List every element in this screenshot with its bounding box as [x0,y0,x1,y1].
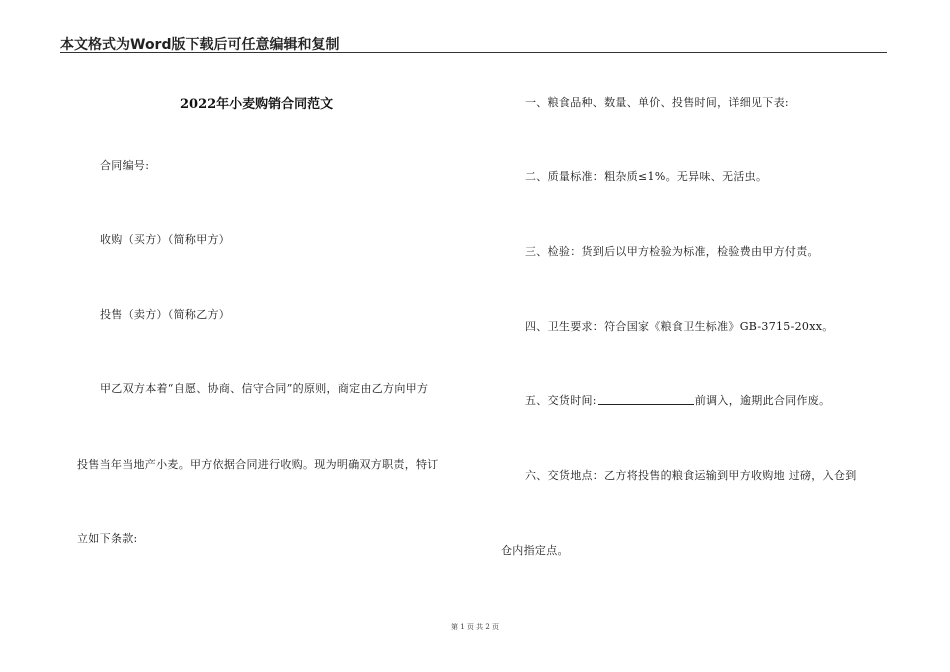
clause-5-suffix: 前调入，逾期此合同作废。 [694,394,831,407]
clause-6-line-2: 仓内指定点。 [501,544,569,557]
clause-6-line-1: 六、交货地点：乙方将投售的粮食运输到甲方收购地 过磅，入仓到 [525,469,857,482]
clause-3: 三、检验：货到后以甲方检验为标准，检验费由甲方付责。 [525,245,819,258]
buyer-line: 收购（买方）（简称甲方） [100,233,231,246]
header-divider [60,52,887,53]
clause-2: 二、质量标准：粗杂质≤1%。无异味、无活虫。 [525,170,768,183]
contract-number-line: 合同编号: [100,159,150,172]
document-header-title: 本文格式为Word版下载后可任意编辑和复制 [60,37,340,53]
preamble-line-3: 立如下条款: [77,532,138,545]
preamble-line-2: 投售当年当地产小麦。甲方依据合同进行收购。现为明确双方职责，特订 [77,458,439,471]
clause-5 [525,392,830,408]
clause-1: 一、粮食品种、数量、单价、投售时间，详细见下表: [525,96,789,109]
clause-5-prefix: 五、交货时间: [525,394,597,407]
preamble-line-1: 甲乙双方本着“自愿、协商、信守合同”的原则，商定由乙方向甲方 [100,382,429,395]
page-number: 第 1 页 共 2 页 [450,623,500,631]
seller-line: 投售（卖方）（简称乙方） [100,308,231,321]
clause-4: 四、卫生要求：符合国家《粮食卫生标准》GB-3715-20xx。 [525,320,834,333]
document-title: 2022年小麦购销合同范文 [180,97,334,112]
delivery-time-blank [598,393,694,405]
